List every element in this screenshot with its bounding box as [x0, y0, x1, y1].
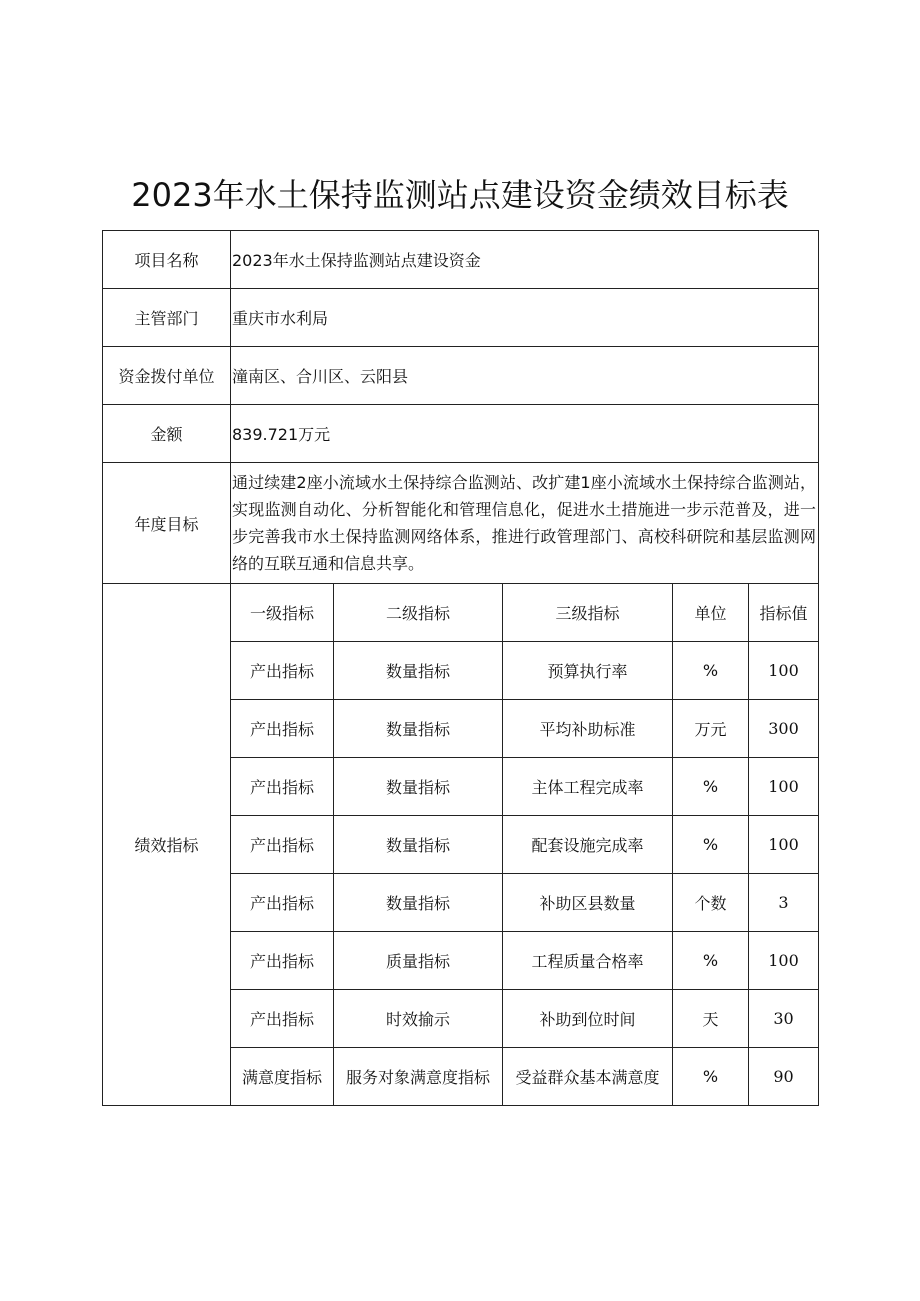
- row-value: 100: [749, 816, 819, 874]
- amount-value: 839.721万元: [231, 405, 819, 463]
- row-l2: 数量指标: [334, 700, 503, 758]
- row-l1: 产出指标: [231, 758, 334, 816]
- row-unit: %: [673, 758, 749, 816]
- row-project-name: [103, 231, 819, 289]
- row-dept: [103, 289, 819, 347]
- header-l3: 三级指标: [503, 584, 673, 642]
- row-l1: 产出指标: [231, 990, 334, 1048]
- row-unit: 个数: [673, 874, 749, 932]
- amount-label: 金额: [103, 405, 231, 463]
- row-l1: 产出指标: [231, 874, 334, 932]
- performance-table: [102, 230, 819, 1106]
- row-l3: 主体工程完成率: [503, 758, 673, 816]
- row-l2: 数量指标: [334, 642, 503, 700]
- project-name-label: 项目名称: [103, 231, 231, 289]
- row-amount: [103, 405, 819, 463]
- header-value: 指标值: [749, 584, 819, 642]
- row-l1: 满意度指标: [231, 1048, 334, 1106]
- row-value: 90: [749, 1048, 819, 1106]
- row-l3: 配套设施完成率: [503, 816, 673, 874]
- row-value: 3: [749, 874, 819, 932]
- row-goal: [103, 463, 819, 584]
- page-title: 2023年水土保持监测站点建设资金绩效目标表: [131, 176, 789, 214]
- row-value: 30: [749, 990, 819, 1048]
- row-value: 100: [749, 932, 819, 990]
- row-value: 100: [749, 642, 819, 700]
- row-unit: 天: [673, 990, 749, 1048]
- row-l3: 预算执行率: [503, 642, 673, 700]
- row-unit: 万元: [673, 700, 749, 758]
- goal-label: 年度目标: [103, 463, 231, 584]
- unit-value: 潼南区、合川区、云阳县: [231, 347, 819, 405]
- row-l3: 受益群众基本满意度: [503, 1048, 673, 1106]
- row-l2: 质量指标: [334, 932, 503, 990]
- row-l2: 服务对象满意度指标: [334, 1048, 503, 1106]
- project-name-value: 2023年水土保持监测站点建设资金: [231, 231, 819, 289]
- row-l1: 产出指标: [231, 642, 334, 700]
- row-value: 300: [749, 700, 819, 758]
- row-l3: 工程质量合格率: [503, 932, 673, 990]
- row-l2: 数量指标: [334, 874, 503, 932]
- row-unit: %: [673, 642, 749, 700]
- header-l1: 一级指标: [231, 584, 334, 642]
- header-unit: 单位: [673, 584, 749, 642]
- perf-label: 绩效指标: [103, 584, 231, 1106]
- unit-label: 资金拨付单位: [103, 347, 231, 405]
- row-unit: %: [673, 1048, 749, 1106]
- dept-label: 主管部门: [103, 289, 231, 347]
- perf-header-row: [103, 584, 819, 642]
- goal-text: 通过续建2座小流域水土保持综合监测站、改扩建1座小流域水土保持综合监测站，实现监测自动化、分析智能化和管理信息化，促进水土措施进一步示范普及，进一步完善我市水土保持监测网络体系，推进行政管理部门、高校科研院和基层监测网络的互联互通和信息共享。: [231, 463, 819, 584]
- row-unit: %: [673, 816, 749, 874]
- row-l1: 产出指标: [231, 816, 334, 874]
- row-value: 100: [749, 758, 819, 816]
- row-l2: 数量指标: [334, 758, 503, 816]
- row-l2: 数量指标: [334, 816, 503, 874]
- row-l3: 补助区县数量: [503, 874, 673, 932]
- row-l2: 时效揄示: [334, 990, 503, 1048]
- header-l2: 二级指标: [334, 584, 503, 642]
- row-l3: 平均补助标准: [503, 700, 673, 758]
- row-l1: 产出指标: [231, 932, 334, 990]
- row-l1: 产出指标: [231, 700, 334, 758]
- row-unit: [103, 347, 819, 405]
- row-unit: %: [673, 932, 749, 990]
- row-l3: 补助到位时间: [503, 990, 673, 1048]
- dept-value: 重庆市水利局: [231, 289, 819, 347]
